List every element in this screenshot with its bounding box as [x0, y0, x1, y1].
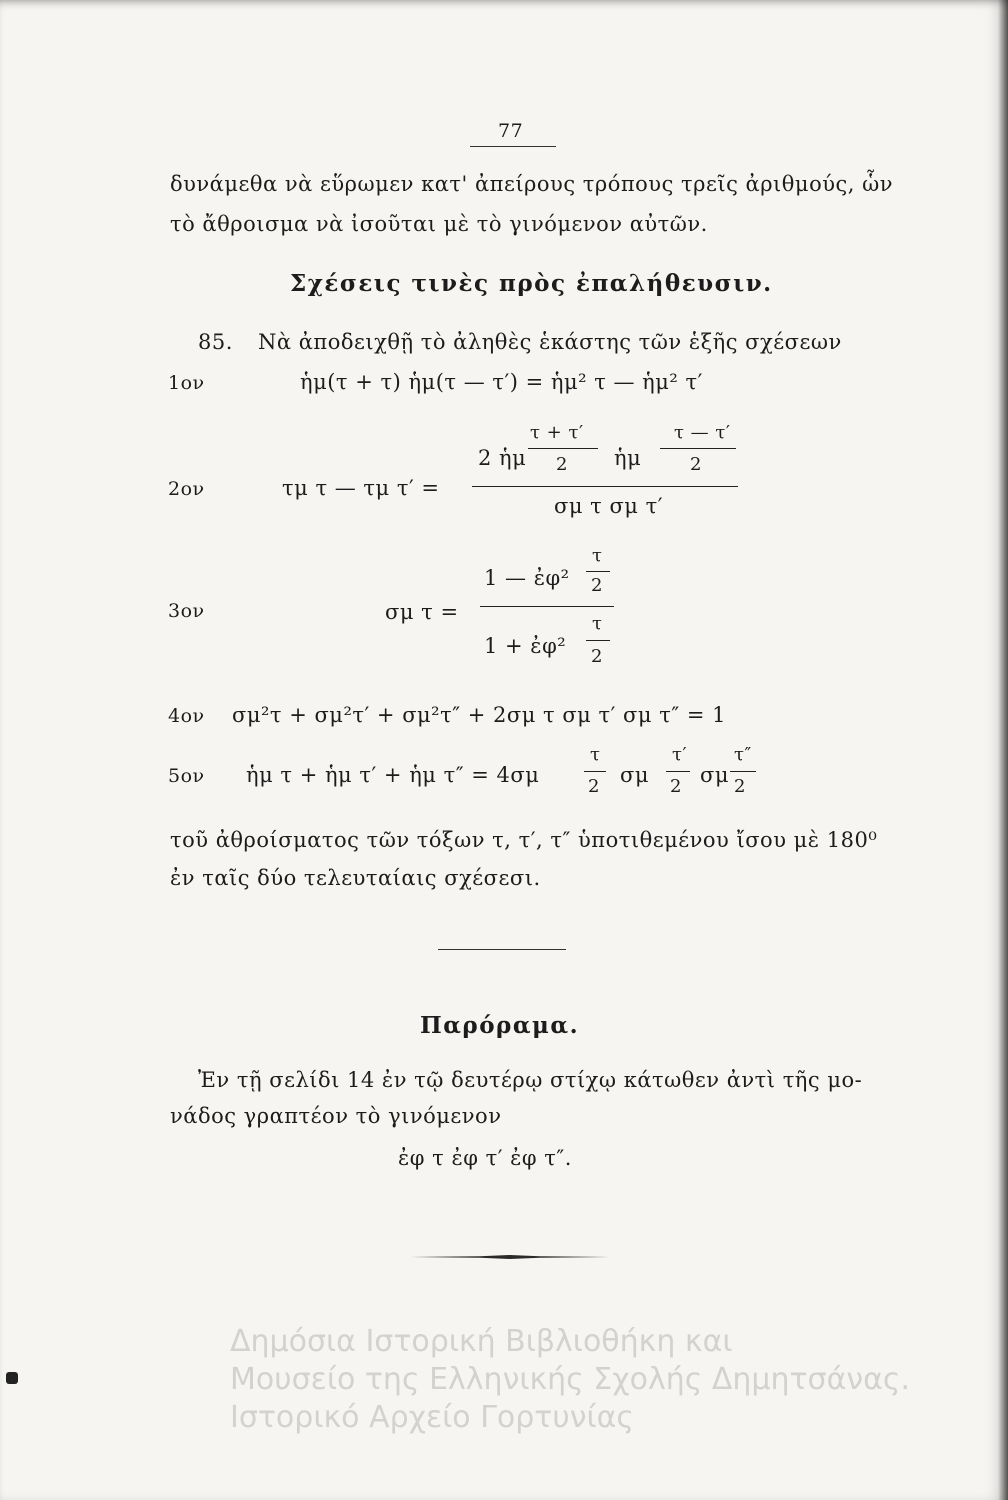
relation-3-main-bar [480, 606, 614, 607]
relation-4-formula: σμ²τ + σμ²τ′ + σμ²τ″ + 2σμ τ σμ τ′ σμ τ″ = 1 [232, 703, 726, 727]
watermark-line-3: Ιστορικό Αρχείο Γορτυνίας [230, 1400, 635, 1435]
relation-5-frac3-top: τ″ [734, 744, 752, 765]
relation-5-lhs: ἡμ τ + ἡμ τ′ + ἡμ τ″ = 4σμ [246, 763, 540, 787]
relation-3-label: 3ον [168, 600, 205, 622]
relation-5-frac3-bot: 2 [734, 776, 746, 797]
closing-line-1: τοῦ ἀθροίσματος τῶν τόξων τ, τ′, τ″ ὑποτιθεμένου ἴσου μὲ 180⁰ [170, 828, 878, 852]
problem-text: Νὰ ἀποδειχθῇ τὸ ἀληθὲς ἑκάστης τῶν ἑξῆς σχέσεων [258, 330, 842, 354]
page-number: 77 [498, 120, 524, 142]
relation-3-den: 1 + ἐφ² [484, 634, 567, 658]
relation-1-label: 1ον [168, 372, 205, 394]
relation-5-frac3-bar [730, 771, 756, 772]
relation-3-num: 1 — ἐφ² [484, 566, 570, 590]
relation-5-frac1-bar [584, 771, 606, 772]
relation-3-den-frac-bar [586, 640, 610, 641]
relation-5-mid-1: σμ [620, 763, 649, 787]
relation-2-frac1-top: τ + τ′ [530, 422, 584, 443]
relation-4-label: 4ον [168, 705, 205, 727]
relation-2-frac2-bot: 2 [690, 454, 702, 475]
relation-5-frac1-bot: 2 [588, 776, 600, 797]
errata-formula: ἐφ τ ἐφ τ′ ἐφ τ″. [398, 1146, 572, 1170]
ornament-rule [410, 1253, 610, 1261]
relation-2-lhs: τμ τ — τμ τ′ = [282, 476, 440, 500]
section-heading: Σχέσεις τινὲς πρὸς ἐπαλήθευσιν. [290, 270, 773, 297]
relation-1-formula: ἡμ(τ + τ) ἡμ(τ — τ′) = ἡμ² τ — ἡμ² τ′ [300, 370, 703, 394]
relation-5-label: 5ον [168, 765, 205, 787]
scan-mark [6, 1372, 18, 1384]
relation-5-frac2-top: τ′ [672, 744, 688, 765]
relation-5-frac1-top: τ [590, 744, 601, 765]
page-number-rule [470, 146, 556, 147]
relation-2-frac2-top: τ — τ′ [674, 422, 731, 443]
relation-3-den-frac-top: τ [592, 613, 603, 634]
relation-3-num-frac-bot: 2 [591, 575, 603, 596]
relation-2-main-bar [472, 486, 738, 487]
relation-2-num-mid: ἡμ [614, 446, 642, 470]
relation-2-num-prefix: 2 ἡμ [478, 446, 527, 470]
page-edge-shadow [998, 0, 1008, 1500]
errata-heading: Παρόραμα. [420, 1012, 580, 1039]
relation-2-frac1-bar [528, 448, 598, 449]
intro-line-2: τὸ ἄθροισμα νὰ ἰσοῦται μὲ τὸ γινόμενον αὐτῶν. [170, 212, 708, 236]
relation-3-num-frac-top: τ [592, 545, 603, 566]
closing-line-2: ἐν ταῖς δύο τελευταίαις σχέσεσι. [170, 866, 541, 890]
errata-line-1: Ἐν τῇ σελίδι 14 ἐν τῷ δευτέρῳ στίχῳ κάτωθεν ἀντὶ τῆς μο- [198, 1068, 863, 1092]
section-divider [438, 949, 566, 950]
relation-2-frac1-bot: 2 [556, 454, 568, 475]
relation-5-mid-2: σμ [700, 763, 729, 787]
intro-line-1: δυνάμεθα νὰ εὕρωμεν κατ' ἀπείρους τρόπους τρεῖς ἀριθμούς, ὧν [170, 172, 893, 196]
errata-line-2: νάδος γραπτέον τὸ γινόμενον [170, 1104, 502, 1128]
relation-5-frac2-bot: 2 [670, 776, 682, 797]
relation-2-frac2-bar [660, 448, 736, 449]
watermark-line-2: Μουσείο της Ελληνικής Σχολής Δημητσάνας. [230, 1362, 911, 1397]
relation-3-den-frac-bot: 2 [591, 646, 603, 667]
relation-5-frac2-bar [666, 771, 690, 772]
problem-number: 85. [198, 330, 233, 354]
relation-2-label: 2ον [168, 478, 205, 500]
relation-3-num-frac-bar [586, 571, 610, 572]
relation-2-denominator: σμ τ σμ τ′ [554, 494, 663, 518]
relation-3-lhs: σμ τ = [385, 600, 459, 624]
watermark-line-1: Δημόσια Ιστορική Βιβλιοθήκη και [230, 1324, 733, 1359]
